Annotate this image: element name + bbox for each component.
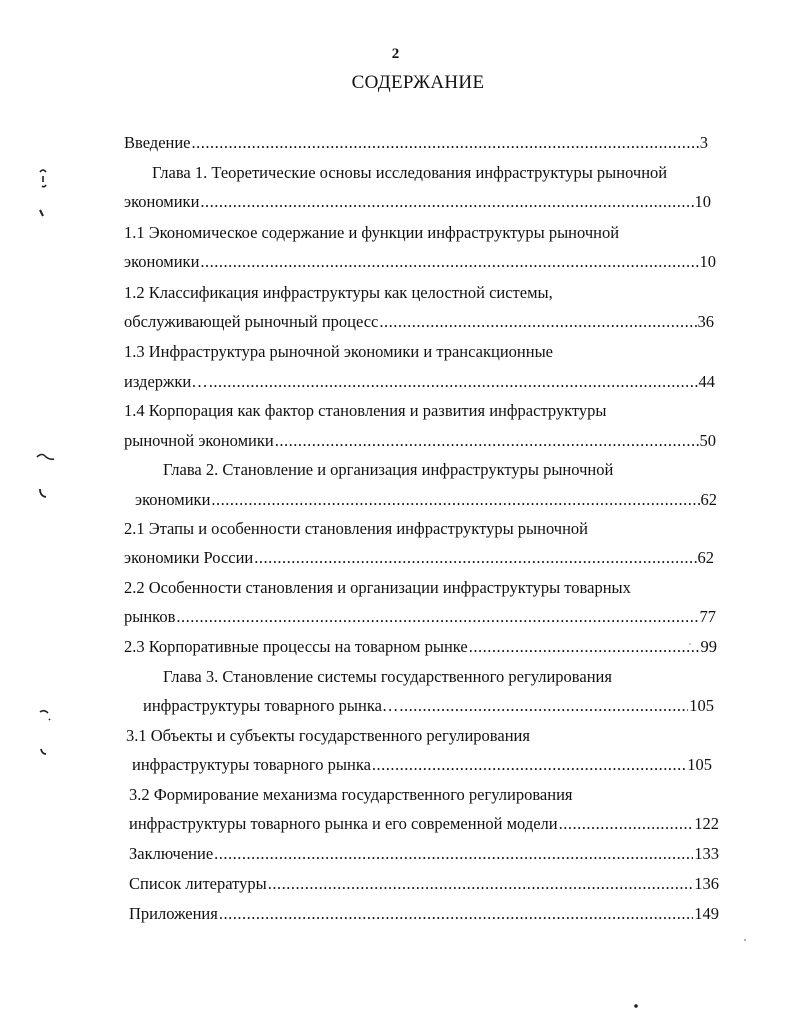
toc-entry-text: Введение <box>124 133 191 152</box>
toc-entry-2-1-line-1 <box>124 519 704 539</box>
toc-entry-chapter-2-line-1 <box>163 460 723 480</box>
toc-entry-chapter-3-line-1 <box>163 667 723 687</box>
toc-entry-1-1-line-2 <box>124 252 716 272</box>
page-number: 2 <box>391 46 400 62</box>
scan-mark <box>40 711 50 720</box>
toc-entry-page: 133 <box>694 844 719 863</box>
toc-entry-conclusion <box>129 844 719 864</box>
toc-entry-text: обслуживающей рыночный процесс <box>124 312 379 331</box>
toc-entry-3-2-line-1 <box>129 785 709 805</box>
toc-title: СОДЕРЖАНИЕ <box>351 72 485 93</box>
toc-entry-chapter-2-line-2 <box>135 490 717 510</box>
toc-entry-text: 1.1 Экономическое содержание и функции инфраструктуры рыночной <box>124 223 620 242</box>
toc-entry-3-2-line-2 <box>129 814 719 834</box>
toc-entry-page: 105 <box>687 755 712 774</box>
toc-entry-bibliography <box>129 874 719 894</box>
dot-leader <box>192 133 699 153</box>
toc-entry-2-2-line-1 <box>124 578 704 598</box>
toc-entry-page: 62 <box>700 490 717 509</box>
toc-entry-text: 1.3 Инфраструктура рыночной экономики и трансакционные <box>124 342 553 361</box>
toc-entry-text: Список литературы <box>129 874 267 893</box>
dot-leader <box>559 814 694 834</box>
toc-entry-text: 3.1 Объекты и субъекты государственного регулирования <box>126 726 530 745</box>
dot-leader <box>219 904 693 924</box>
toc-entry-text: 2.1 Этапы и особенности становления инфраструктуры рыночной <box>124 519 588 538</box>
toc-entry-text: инфраструктуры товарного рынка… <box>143 696 399 715</box>
dot-leader <box>275 431 699 451</box>
dot-leader <box>209 372 698 392</box>
toc-entry-3-1-line-2 <box>132 755 712 775</box>
dot-leader <box>379 312 696 332</box>
toc-entry-1-4-line-1 <box>124 401 704 421</box>
toc-entry-appendices <box>129 904 719 924</box>
toc-entry-text: экономики <box>135 490 211 509</box>
dot-leader <box>469 637 700 657</box>
toc-entry-chapter-3-line-2 <box>143 696 714 716</box>
toc-entry-2-1-line-2 <box>124 548 714 568</box>
toc-entry-text: рыночной экономики <box>124 431 274 450</box>
scan-mark <box>744 939 746 941</box>
toc-entry-page: 3 <box>699 133 708 152</box>
toc-entry-chapter-1-line-2 <box>124 192 711 212</box>
toc-entry-page: 77 <box>699 607 716 626</box>
scan-mark <box>41 749 46 754</box>
scan-mark <box>37 455 54 460</box>
toc-entry-page: 36 <box>697 312 714 331</box>
toc-entry-page: 105 <box>689 696 714 715</box>
toc-entry-page: 10 <box>699 252 716 271</box>
toc-entry-text: рынков <box>124 607 176 626</box>
dot-leader <box>268 874 694 894</box>
dot-leader <box>254 548 696 568</box>
toc-entry-1-1-line-1 <box>124 223 704 243</box>
toc-entry-text: Глава 3. Становление системы государственного регулирования <box>163 667 612 686</box>
toc-entry-text: 2.3 Корпоративные процессы на товарном рынке <box>124 637 468 656</box>
toc-entry-text: 3.2 Формирование механизма государственного регулирования <box>129 785 573 804</box>
toc-entry-introduction <box>124 133 708 153</box>
toc-entry-1-2-line-1 <box>124 283 704 303</box>
toc-entry-text: Приложения <box>129 904 218 923</box>
toc-entry-page: 10 <box>694 192 711 211</box>
toc-entry-page: 149 <box>694 904 719 923</box>
scan-mark <box>40 489 46 497</box>
toc-entry-page: 44 <box>698 372 715 391</box>
dot-leader <box>200 192 693 212</box>
dot-leader <box>214 844 693 864</box>
toc-entry-text: 1.2 Классификация инфраструктуры как целостной системы, <box>124 283 553 302</box>
toc-entry-text: 2.2 Особенности становления и организации инфраструктуры товарных <box>124 578 631 597</box>
toc-entry-1-4-line-2 <box>124 431 716 451</box>
toc-entry-text: инфраструктуры товарного рынка <box>132 755 371 774</box>
toc-entry-text: Глава 2. Становление и организация инфраструктуры рыночной <box>163 460 614 479</box>
toc-entry-page: 50 <box>699 431 716 450</box>
scan-mark <box>634 1004 638 1008</box>
toc-entry-3-1-line-1 <box>126 726 706 746</box>
toc-entry-page: 136 <box>694 874 719 893</box>
dot-leader <box>399 696 688 716</box>
toc-entry-page: 122 <box>694 814 719 833</box>
toc-entry-text: инфраструктуры товарного рынка и его современной модели <box>129 814 558 833</box>
toc-entry-page: 62 <box>697 548 714 567</box>
toc-entry-chapter-1-line-1 <box>152 163 712 183</box>
toc-entry-1-2-line-2 <box>124 312 714 332</box>
dot-leader <box>176 607 698 627</box>
scan-mark <box>40 210 43 216</box>
toc-entry-2-2-line-2 <box>124 607 716 627</box>
toc-entry-1-3-line-1 <box>124 342 704 362</box>
toc-entry-text: Заключение <box>129 844 214 863</box>
toc-entry-text: экономики <box>124 252 200 271</box>
dot-leader <box>372 755 686 775</box>
scan-mark <box>40 170 46 187</box>
toc-entry-page: 99 <box>700 637 717 656</box>
toc-entry-text: издержки… <box>124 372 208 391</box>
toc-entry-text: Глава 1. Теоретические основы исследования инфраструктуры рыночной <box>152 163 668 182</box>
toc-entry-text: экономики <box>124 192 200 211</box>
toc-entry-2-3 <box>124 637 717 657</box>
dot-leader <box>211 490 699 510</box>
toc-entry-text: экономики России <box>124 548 254 567</box>
toc-entry-1-3-line-2 <box>124 372 715 392</box>
dot-leader <box>200 252 698 272</box>
toc-entry-text: 1.4 Корпорация как фактор становления и развития инфраструктуры <box>124 401 607 420</box>
